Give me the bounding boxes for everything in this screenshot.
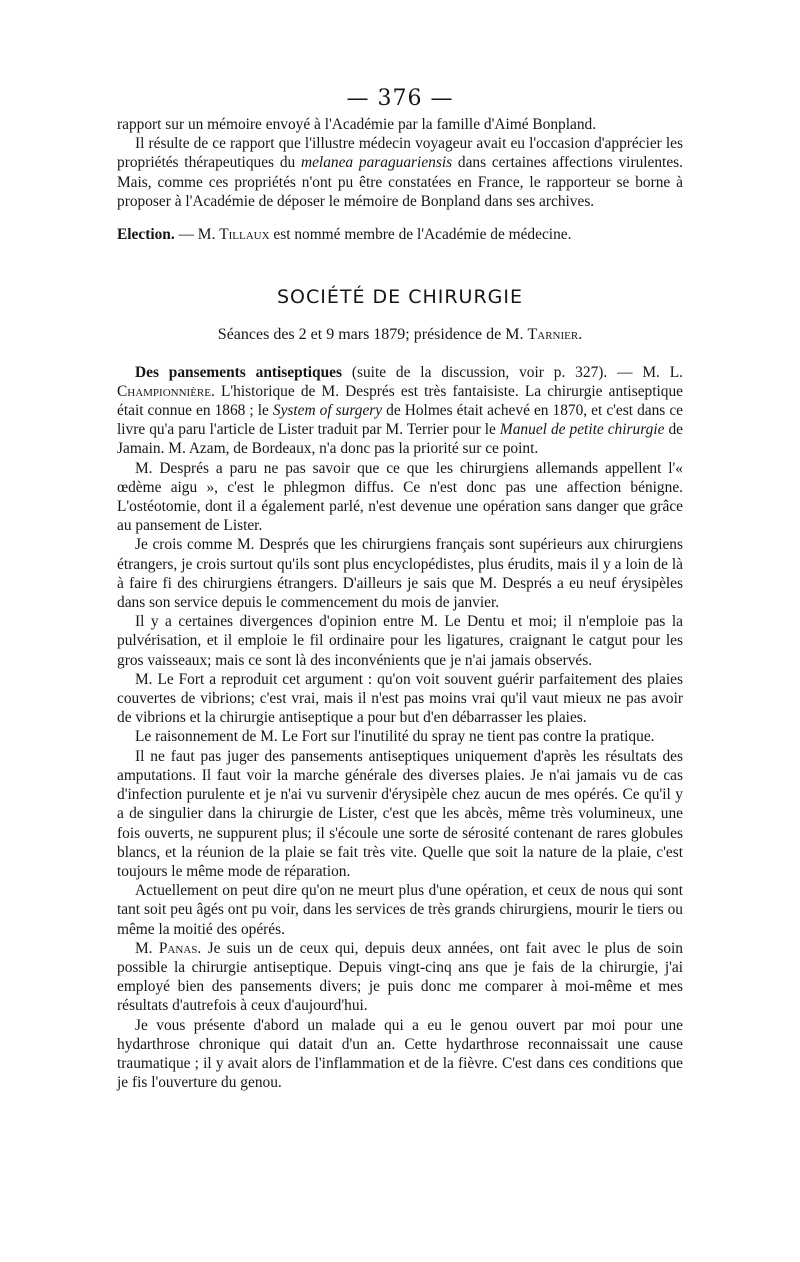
rubric-election: Election.	[117, 226, 175, 244]
text-run: Séances des 2 et 9 mars 1879; présidence de M.	[217, 326, 528, 344]
session-line	[117, 325, 683, 344]
person-name: Panas	[158, 939, 198, 957]
page-number: — 376 —	[346, 86, 454, 111]
paragraph-raisonnement: Le raisonnement de M. Le Fort sur l'inutilité du spray ne tient pas contre la pratique.	[135, 728, 655, 746]
person-name: Tarnier	[527, 326, 579, 344]
text-run: de Jamain. M. Azam, de Bordeaux, n'a donc pas la priorité sur ce point.	[117, 421, 683, 458]
paragraph-bonpland-end: rapport sur un mémoire envoyé à l'Académie par la famille d'Aimé Bonpland.	[117, 116, 597, 133]
italic-term: melanea paraguariensis	[300, 154, 453, 172]
text-run: dans certaines affections virulentes. Mais, comme ces propriétés n'ont pu être constatées en France, le rapporteur se borne à proposer à l'Académie de déposer le mémoire de Bonpland dans ses archives.	[117, 154, 684, 210]
text-run: .	[578, 326, 583, 344]
paragraph-election	[117, 225, 683, 244]
person-name: Championnière	[117, 382, 211, 400]
italic-title: Manuel de petite chirurgie	[499, 421, 665, 439]
text-run: (suite de la discussion, voir p. 327). — M. L.	[342, 363, 683, 381]
paragraph-presente: Je vous présente d'abord un malade qui a eu le genou ouvert par moi pour une hydarthrose chronique qui datait d'un an. Cette hydarthrose reconnaissait une cause traumatique ; il y avait alors de l'inflammation et de la fièvre. C'est dans ces conditions que je fis l'ouverture du genou.	[117, 1016, 683, 1092]
text-run: — M.	[174, 226, 220, 244]
text-run: Il résulte de ce rapport que l'illustre médecin voyageur avait eu l'occasion d'apprécier les propriétés thérapeutiques du	[117, 135, 683, 172]
paragraph-crois: Je crois comme M. Després que les chirurgiens français sont supérieurs aux chirurgiens étrangers, je crois surtout qu'ils sont plus encyclopédistes, plus érudits, mais il y a loin de là à faire fi des chirurgiens étrangers. D'ailleurs je sais que M. Després a eu neuf érysipèles dans son service depuis le commencement du mois de janvier.	[117, 536, 683, 612]
paragraph-rapport	[117, 134, 683, 211]
text-run: est nommé membre de l'Académie de médecine.	[269, 226, 572, 244]
paragraph-pansements	[117, 363, 683, 459]
person-name: Tillaux	[219, 226, 270, 244]
rubric-pansements: Des pansements antiseptiques	[135, 363, 342, 381]
paragraph-panas	[117, 939, 683, 1016]
italic-title: System of surgery	[272, 402, 383, 420]
text-run: . L'historique de M. Després est très fantaisiste. La chirurgie antiseptique était connue en 1868 ; le	[117, 382, 683, 420]
paragraph-divergences: Il y a certaines divergences d'opinion entre M. Le Dentu et moi; il n'emploie pas la pulvérisation, et il emploie le fil ordinaire pour les ligatures, craignant le catgut pour les gros vaisseaux; mais ce sont là des inconvénients que je n'ai jamais observés.	[117, 613, 683, 669]
text-run: . Je suis un de ceux qui, depuis deux années, ont fait avec le plus de soin possible la chirurgie antiseptique. Depuis vingt-cinq ans que je fais de la chirurgie, j'ai employé bien des pansements divers; je puis donc me comparer à moi-même et mes résultats d'autrefois à ceux d'aujourd'hui.	[117, 939, 683, 1015]
paragraph-despres: M. Després a paru ne pas savoir que ce que les chirurgiens allemands appellent l'« œdème aigu », c'est le phlegmon diffus. Ce n'est donc pas une affection bénigne. L'ostéotomie, dont il a également parlé, n'est devenue une opération sans danger que grâce au pansement de Lister.	[117, 459, 683, 535]
section-title: SOCIÉTÉ DE CHIRURGIE	[276, 286, 523, 309]
paragraph-actuellement: Actuellement on peut dire qu'on ne meurt plus d'une opération, et ceux de nous qui sont tant soit peu âgés ont pu voir, dans les services de très grands chirurgiens, mourir le tiers ou même la moitié des opérés.	[117, 882, 683, 938]
text-run: M.	[135, 939, 159, 957]
paragraph-lefort: M. Le Fort a reproduit cet argument : qu'on voit souvent guérir parfaitement des plaies couvertes de vibrions; c'est vrai, mais il n'est pas moins vrai qu'il vaut mieux ne pas avoir de vibrions et la chirurgie antiseptique a pour but d'en débarrasser les plaies.	[117, 670, 683, 727]
page-body	[117, 115, 683, 1092]
paragraph-juger: Il ne faut pas juger des pansements antiseptiques uniquement d'après les résultats des amputations. Il faut voir la marche générale des diverses plaies. Je n'ai jamais vu de cas d'infection purulente et je n'ai vu survenir d'érysipèle chez aucun de mes opérés. Ce qu'il y a de singulier dans la chirurgie de Lister, c'est que les abcès, même très volumineux, une fois ouverts, ne suppurent plus; il s'écoule une sorte de sérosité contenant de rares globules blancs, et la réunion de la plaie se fait très vite. Quelle que soit la nature de la plaie, c'est toujours le même mode de réparation.	[117, 747, 683, 880]
text-run: de Holmes était achevé en 1870, et c'est dans ce livre qu'a paru l'article de Lister traduit par M. Terrier pour le	[117, 402, 683, 439]
